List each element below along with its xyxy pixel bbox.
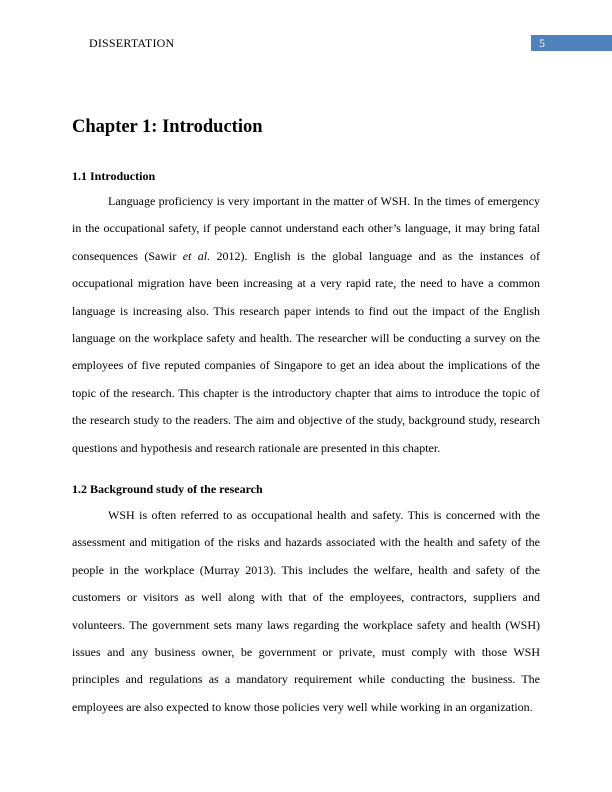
running-header-title: DISSERTATION bbox=[89, 36, 175, 50]
section-heading-introduction: 1.1 Introduction bbox=[72, 169, 156, 183]
citation-et-al: et al. bbox=[182, 248, 211, 263]
section-heading-background-study: 1.2 Background study of the research bbox=[72, 482, 263, 496]
page-number-badge bbox=[531, 35, 612, 51]
page-number: 5 bbox=[539, 36, 545, 50]
introduction-paragraph bbox=[72, 188, 540, 462]
background-study-paragraph: WSH is often referred to as occupational health and safety. This is concerned with the assessment and mitigation of the risks and hazards associated with the health and safety of the people in the workplace (Murray 2013). This includes the welfare, health and safety of the customers or visitors as well along with that of the employees, contractors, suppliers and volunteers. The government sets many laws regarding the workplace safety and health (WSH) issues and any business owner, be government or private, must comply with those WSH principles and regulations as a mandatory requirement while conducting the business. The employees are also expected to know those policies very well while working in an organization. bbox=[72, 508, 540, 714]
introduction-text-part-1: Language proficiency is very important in the matter of WSH. In the times of emergency in the occupational safety, if people cannot understand each other’s language, it may bring fatal consequences (Sawir bbox=[72, 194, 540, 263]
chapter-title: Chapter 1: Introduction bbox=[72, 117, 263, 137]
introduction-text-part-2: 2012). English is the global language and as the instances of occupational migration have been increasing at a very rapid rate, the need to have a common language is increasing also. This research paper intends to find out the impact of the English language on the workplace safety and health. The researcher will be conducting a survey on the employees of five reputed companies of Singapore to get an idea about the implications of the topic of the research. This chapter is the introductory chapter that aims to introduce the topic of the research study to the readers. The aim and objective of the study, background study, research questions and hypothesis and research rationale are presented in this chapter. bbox=[72, 248, 541, 455]
